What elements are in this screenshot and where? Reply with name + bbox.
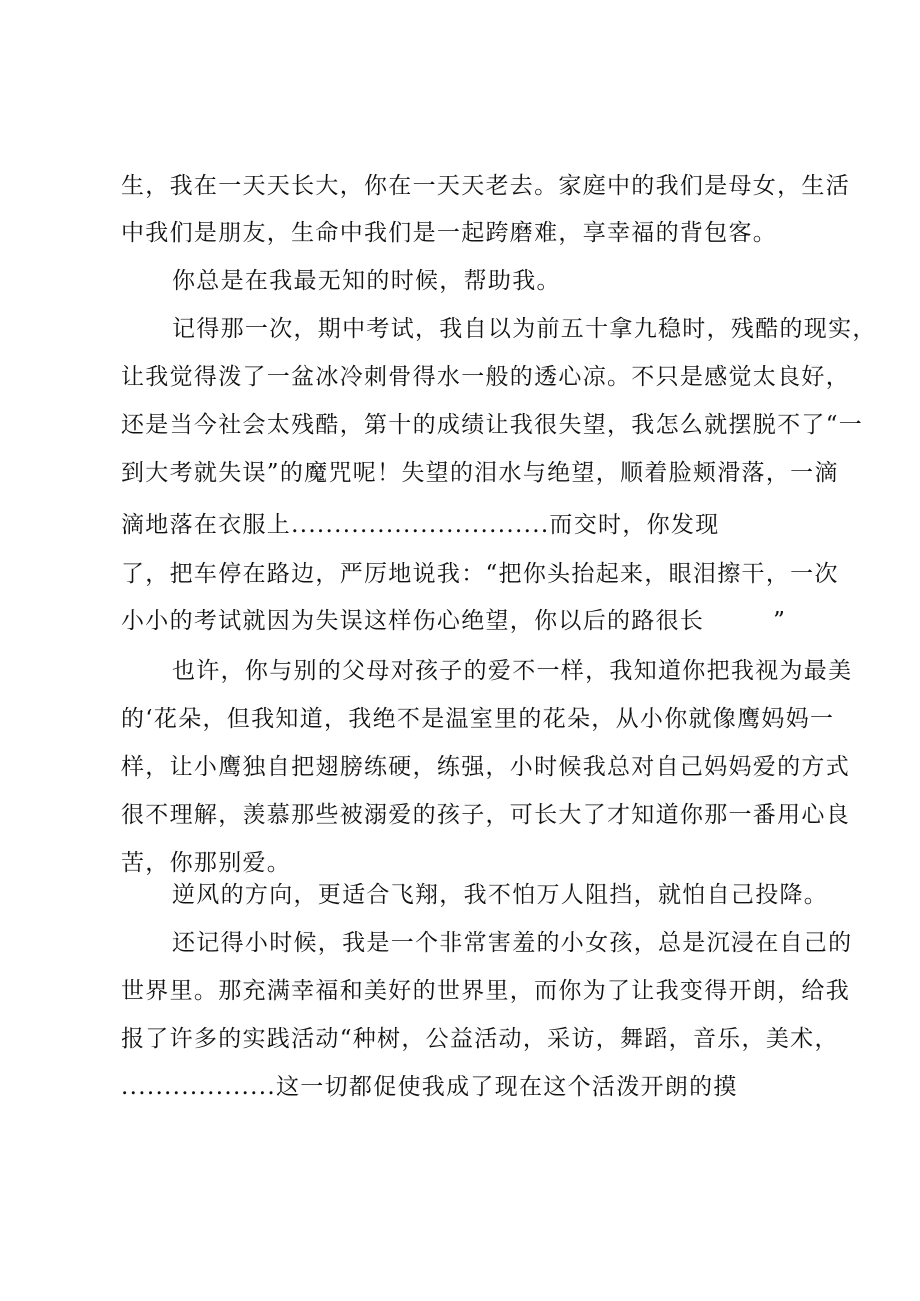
text-line: 的‘花朵，但我知道，我绝不是温室里的花朵，从小你就像鹰妈妈一 [121, 706, 835, 732]
text-line: 还是当今社会太残酷，第十的成绩让我很失望，我怎么就摆脱不了“一 [121, 412, 864, 438]
text-line: 滴地落在衣服上..............................而交时，你发现 [121, 512, 720, 538]
text-line: 样，让小鹰独自把翅膀练硬，练强，小时候我总对自己妈妈爱的方式 [121, 754, 850, 780]
text-line: 很不理解，羡慕那些被溺爱的孩子，可长大了才知道你那一番用心良 [121, 802, 850, 828]
text-line: 报了许多的实践活动“种树，公益活动，采访，舞蹈，音乐，美术， [121, 1026, 839, 1052]
paragraph-first-line: 逆风的方向，更适合飞翔，我不怕万人阻挡，就怕自己投降。 [172, 882, 829, 908]
text-line: ..................这一切都促使我成了现在这个活泼开朗的摸 [121, 1074, 738, 1100]
paragraph-first-line: 你总是在我最无知的时候，帮助我。 [172, 268, 561, 294]
text-line: 苦，你那别爱。 [121, 850, 292, 876]
paragraph-first-line: 还记得小时候，我是一个非常害羞的小女孩，总是沉浸在自己的 [172, 930, 853, 956]
text-line: 到大考就失误”的魔咒呢！失望的泪水与绝望，顺着脸颊滑落，一滴 [121, 460, 839, 486]
text-line: 中我们是朋友，生命中我们是一起跨磨难，享幸福的背包客。 [121, 220, 778, 246]
text-line: 让我觉得泼了一盆冰冷刺骨得水一般的透心凉。不只是感觉太良好， [121, 364, 850, 390]
paragraph-first-line: 也许，你与别的父母对孩子的爱不一样，我知道你把我视为最美 [172, 658, 853, 684]
text-line: 小小的考试就因为失误这样伤心绝望，你以后的路很长 ” [121, 608, 787, 634]
text-line: 生，我在一天天长大，你在一天天老去。家庭中的我们是母女，生活 [121, 173, 850, 199]
paragraph-first-line: 记得那一次，期中考试，我自以为前五十拿九稳时，残酷的现实， [172, 316, 877, 342]
text-line: 了，把车停在路边，严厉地说我：“把你头抬起来，眼泪擦干，一次 [121, 561, 839, 587]
text-line: 世界里。那充满幸福和美好的世界里，而你为了让我变得开朗，给我 [121, 978, 850, 1004]
